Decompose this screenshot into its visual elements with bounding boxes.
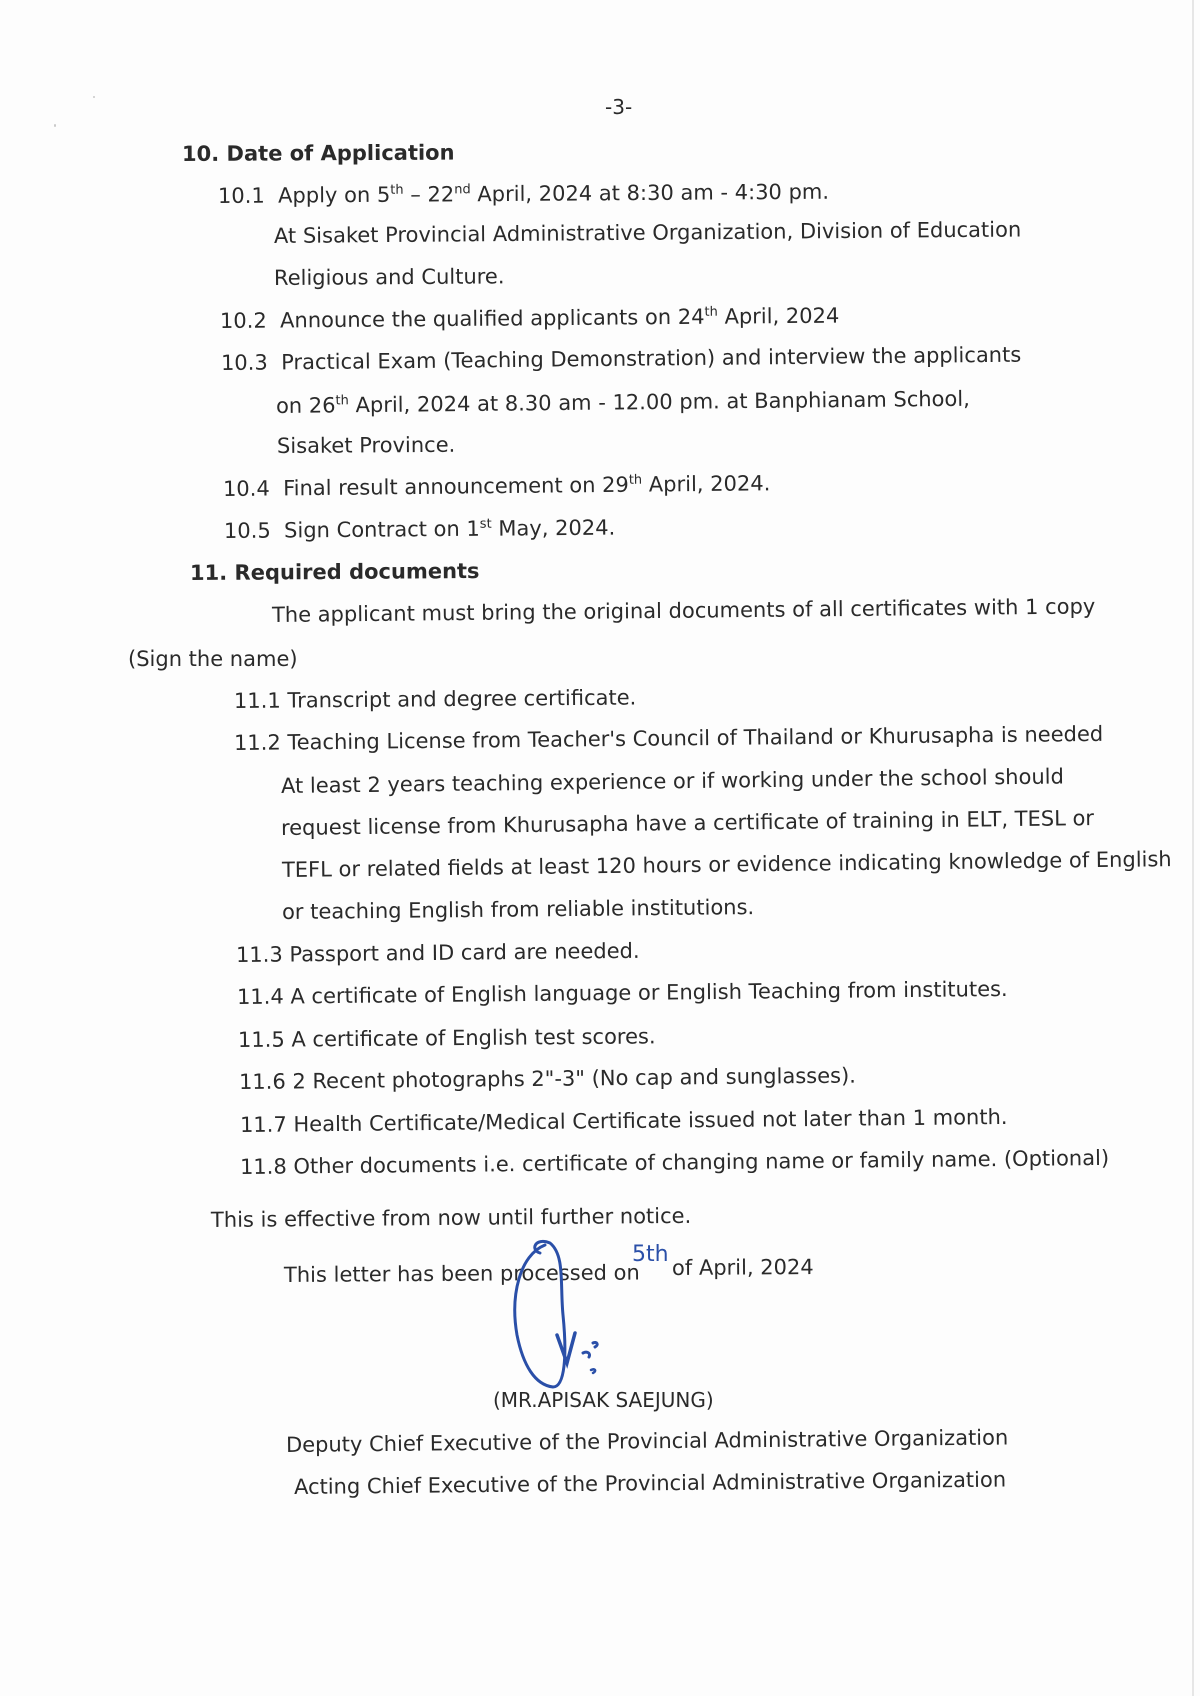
item-10-1 bbox=[218, 179, 829, 209]
effective-statement: This is effective from now until further notice. bbox=[210, 1203, 692, 1232]
superscript: th bbox=[628, 472, 643, 488]
item-number: 10.4 bbox=[222, 476, 270, 501]
scan-speck bbox=[93, 96, 95, 98]
item-11-6: 11.6 2 Recent photographs 2"-3" (No cap and sunglasses). bbox=[238, 1063, 856, 1094]
item-11-2-line3: request license from Khurusapha have a certificate of training in ELT, TESL or bbox=[280, 806, 1095, 840]
item-10-3-line2 bbox=[276, 386, 970, 419]
item-text: May, 2024. bbox=[491, 515, 616, 541]
item-10-1-line3: Religious and Culture. bbox=[273, 264, 505, 290]
item-text: April, 2024. bbox=[642, 471, 771, 497]
item-number: 10.5 bbox=[223, 518, 271, 543]
item-text: Practical Exam (Teaching Demonstration) and interview the applicants bbox=[280, 342, 1022, 375]
item-10-1-line2: At Sisaket Provincial Administrative Organization, Division of Education bbox=[273, 217, 1022, 248]
processed-text: This letter has been processed on bbox=[283, 1260, 640, 1287]
page-edge bbox=[1192, 0, 1194, 1696]
item-10-3 bbox=[221, 342, 1021, 376]
item-11-2-line5: or teaching English from reliable institutions. bbox=[281, 895, 755, 924]
item-11-2-line4: TEFL or related fields at least 120 hours or evidence indicating knowledge of English bbox=[281, 847, 1172, 882]
item-text: Final result announcement on 29 bbox=[282, 472, 629, 501]
superscript: st bbox=[479, 516, 492, 532]
item-11-3: 11.3 Passport and ID card are needed. bbox=[235, 938, 640, 967]
section-10-heading: 10. Date of Application bbox=[181, 140, 455, 166]
superscript: th bbox=[335, 393, 349, 409]
section-11-heading: 11. Required documents bbox=[189, 558, 480, 585]
signer-title-2: Acting Chief Executive of the Provincial Administrative Organization bbox=[293, 1467, 1007, 1499]
item-text: Announce the qualified applicants on 24 bbox=[280, 304, 705, 333]
item-10-2 bbox=[220, 303, 840, 334]
item-text: April, 2024 at 8.30 am - 12.00 pm. at Banphianam School, bbox=[348, 386, 970, 418]
item-text: April, 2024 at 8:30 am - 4:30 pm. bbox=[470, 179, 830, 207]
item-text: Apply on 5 bbox=[278, 182, 391, 208]
signature-image bbox=[505, 1235, 645, 1395]
item-10-5 bbox=[224, 515, 615, 544]
signer-title-1: Deputy Chief Executive of the Provincial Administrative Organization bbox=[285, 1425, 1009, 1457]
item-text: on 26 bbox=[275, 393, 336, 418]
item-number: 10.2 bbox=[219, 308, 267, 333]
item-10-3-line3: Sisaket Province. bbox=[276, 432, 456, 458]
item-11-2-line2: At least 2 years teaching experience or if working under the school should bbox=[280, 764, 1064, 798]
superscript: nd bbox=[454, 182, 471, 198]
item-11-1: 11.1 Transcript and degree certificate. bbox=[233, 685, 637, 713]
item-number: 10.1 bbox=[217, 183, 265, 208]
item-11-5: 11.5 A certificate of English test scores. bbox=[237, 1024, 656, 1052]
page-number: -3- bbox=[605, 95, 633, 119]
item-11-8: 11.8 Other documents i.e. certificate of changing name or family name. (Optional) bbox=[239, 1145, 1110, 1179]
processed-date-text: of April, 2024 bbox=[671, 1255, 814, 1280]
item-text: April, 2024 bbox=[717, 303, 840, 329]
item-text: Sign Contract on 1 bbox=[284, 516, 480, 543]
item-text: – 22 bbox=[403, 182, 455, 207]
section-11-intro: The applicant must bring the original documents of all certificates with 1 copy bbox=[271, 594, 1096, 627]
superscript: th bbox=[704, 304, 718, 320]
section-11-intro-cont: (Sign the name) bbox=[128, 647, 298, 671]
item-11-4: 11.4 A certificate of English language or English Teaching from institutes. bbox=[236, 976, 1008, 1009]
item-number: 10.3 bbox=[220, 350, 268, 375]
superscript: th bbox=[390, 182, 404, 198]
item-11-7: 11.7 Health Certificate/Medical Certificate issued not later than 1 month. bbox=[239, 1104, 1008, 1137]
item-10-4 bbox=[223, 470, 771, 502]
handwritten-date: 5th bbox=[632, 1242, 669, 1267]
scan-speck bbox=[54, 124, 56, 127]
item-11-2: 11.2 Teaching License from Teacher's Council of Thailand or Khurusapha is needed bbox=[233, 721, 1104, 755]
signer-name: (MR.APISAK SAEJUNG) bbox=[493, 1388, 714, 1412]
